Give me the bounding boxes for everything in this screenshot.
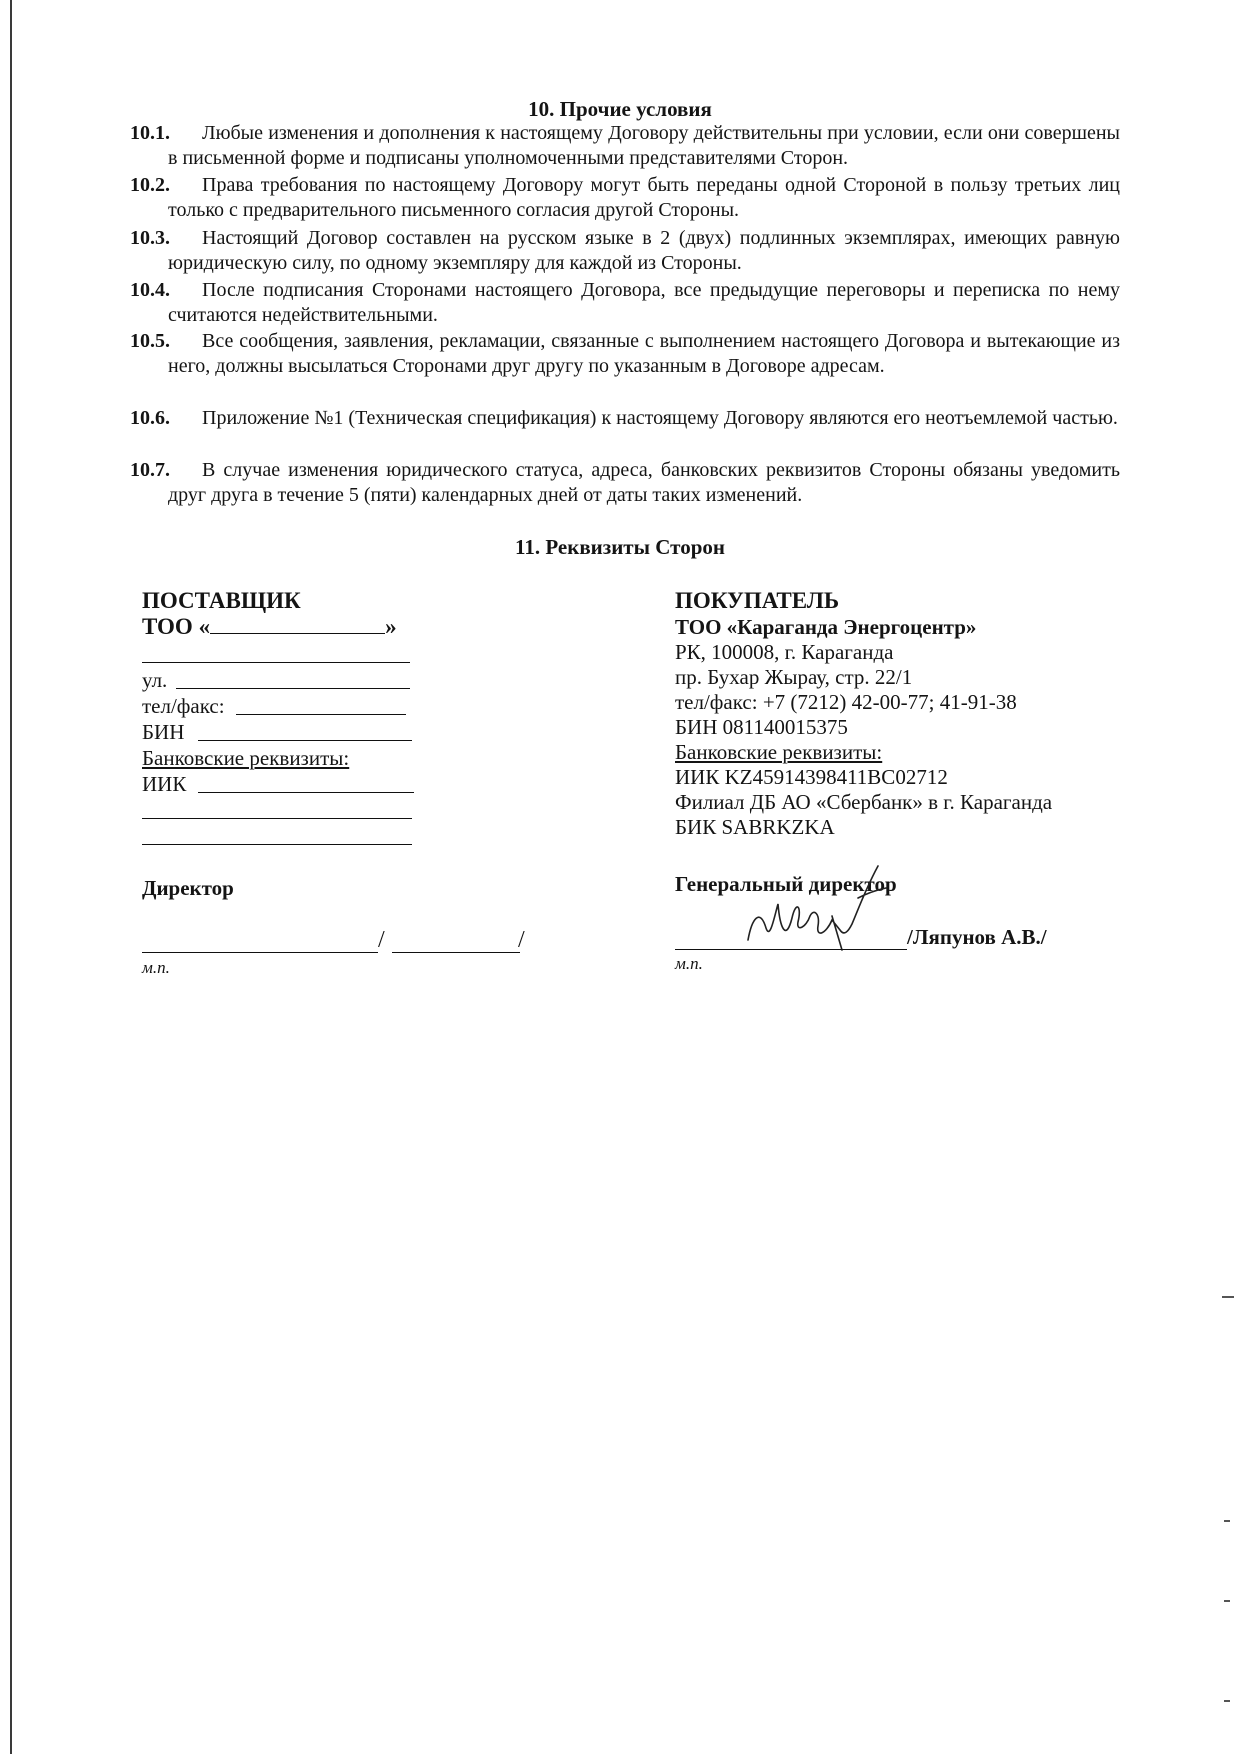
supplier-company bbox=[142, 614, 442, 640]
clause-number: 10.2. bbox=[130, 174, 170, 196]
buyer-stamp-label: м.п. bbox=[675, 954, 703, 973]
clause-10-6 bbox=[130, 406, 1120, 431]
clause-text: Права требования по настоящему Договору могут быть переданы одной Стороной в пользу третьих лиц только с предварительного письменного согласия другой Стороны. bbox=[168, 174, 1120, 221]
supplier-bin-field[interactable] bbox=[198, 740, 412, 741]
supplier-iik-label: ИИК bbox=[142, 772, 187, 796]
supplier-signature-separator: / bbox=[518, 927, 525, 953]
supplier-street-label: ул. bbox=[142, 668, 168, 692]
supplier-phone-label: тел/факс: bbox=[142, 694, 225, 718]
scan-mark bbox=[1224, 1700, 1230, 1702]
clause-10-4 bbox=[130, 278, 1120, 328]
section-11-title: 11. Реквизиты Сторон bbox=[515, 535, 725, 559]
scan-mark bbox=[1224, 1520, 1230, 1522]
buyer-company: ТОО «Караганда Энергоцентр» bbox=[675, 615, 977, 639]
scan-edge bbox=[10, 0, 12, 1754]
clause-text: Любые изменения и дополнения к настоящему Договору действительны при условии, если они совершены в письменной форме и подписаны уполномоченными представителями Сторон. bbox=[168, 122, 1120, 169]
clause-text: Настоящий Договор составлен на русском языке в 2 (двух) подлинных экземплярах, имеющих равную юридическую силу, по одному экземпляру для каждой из Стороны. bbox=[168, 227, 1120, 274]
buyer-bank-label: Банковские реквизиты: bbox=[675, 740, 883, 764]
clause-text: В случае изменения юридического статуса, адреса, банковских реквизитов Стороны обязаны уведомить друг друга в течение 5 (пяти) календарных дней от даты таких изменений. bbox=[168, 459, 1120, 506]
supplier-signature-field[interactable] bbox=[142, 952, 378, 953]
supplier-name-field[interactable] bbox=[392, 952, 520, 953]
section-10-title: 10. Прочие условия bbox=[528, 97, 712, 121]
buyer-address-line1: РК, 100008, г. Караганда bbox=[675, 640, 894, 664]
buyer-bin: БИН 081140015375 bbox=[675, 715, 848, 739]
supplier-street-field[interactable] bbox=[176, 688, 410, 689]
clause-text: После подписания Сторонами настоящего Договора, все предыдущие переговоры и переписка по нему считаются недействительными. bbox=[168, 279, 1120, 326]
buyer-iik: ИИК KZ45914398411BC02712 bbox=[675, 765, 948, 789]
buyer-phone: тел/факс: +7 (7212) 42-00-77; 41-91-38 bbox=[675, 690, 1017, 714]
clause-number: 10.3. bbox=[130, 227, 170, 249]
clause-number: 10.1. bbox=[130, 122, 170, 144]
buyer-address-line2: пр. Бухар Жырау, стр. 22/1 bbox=[675, 665, 913, 689]
clause-number: 10.4. bbox=[130, 279, 170, 301]
supplier-blank-line[interactable] bbox=[142, 818, 412, 819]
supplier-heading: ПОСТАВЩИК bbox=[142, 588, 301, 613]
supplier-company-suffix: » bbox=[385, 614, 397, 639]
clause-10-2 bbox=[130, 173, 1120, 223]
supplier-stamp-label: м.п. bbox=[142, 958, 170, 977]
clause-10-7 bbox=[130, 458, 1120, 508]
supplier-company-blank[interactable] bbox=[210, 615, 385, 634]
supplier-phone-field[interactable] bbox=[236, 714, 406, 715]
supplier-block bbox=[142, 588, 442, 640]
supplier-director-label: Директор bbox=[142, 876, 234, 900]
clause-number: 10.5. bbox=[130, 330, 170, 352]
supplier-bin-label: БИН bbox=[142, 720, 185, 744]
buyer-bank-branch: Филиал ДБ АО «Сбербанк» в г. Караганда bbox=[675, 790, 1053, 814]
supplier-company-prefix: ТОО « bbox=[142, 614, 211, 639]
clause-text: Приложение №1 (Техническая спецификация) к настоящему Договору являются его неотъемлемой частью. bbox=[202, 407, 1118, 429]
clause-text: Все сообщения, заявления, рекламации, связанные с выполнением настоящего Договора и вытекающие из него, должны высылаться Сторонами друг другу по указанным в Договоре адресам. bbox=[168, 330, 1120, 377]
supplier-bin-row bbox=[142, 720, 184, 745]
buyer-signature-line[interactable] bbox=[675, 949, 907, 950]
supplier-signature-separator: / bbox=[378, 927, 385, 953]
supplier-phone-row bbox=[142, 694, 225, 719]
supplier-street-row bbox=[142, 668, 167, 693]
scan-mark bbox=[1222, 1296, 1234, 1298]
supplier-bank-row bbox=[142, 746, 349, 771]
buyer-block bbox=[675, 588, 1135, 840]
clause-10-3 bbox=[130, 226, 1120, 276]
supplier-iik-field[interactable] bbox=[198, 792, 414, 793]
buyer-bik: БИК SABRKZKA bbox=[675, 815, 835, 839]
clause-number: 10.6. bbox=[130, 407, 170, 429]
supplier-bank-label: Банковские реквизиты: bbox=[142, 746, 350, 770]
scan-mark bbox=[1224, 1600, 1230, 1602]
buyer-heading: ПОКУПАТЕЛЬ bbox=[675, 588, 840, 613]
clause-number: 10.7. bbox=[130, 459, 170, 481]
clause-10-1 bbox=[130, 121, 1120, 171]
buyer-signature bbox=[740, 858, 910, 958]
clause-10-5 bbox=[130, 329, 1120, 379]
buyer-director-label: Генеральный директор bbox=[675, 872, 897, 896]
buyer-director-name: /Ляпунов А.В./ bbox=[907, 925, 1047, 949]
supplier-iik-row bbox=[142, 772, 186, 797]
supplier-blank-line[interactable] bbox=[142, 844, 412, 845]
supplier-blank-line[interactable] bbox=[142, 662, 410, 663]
